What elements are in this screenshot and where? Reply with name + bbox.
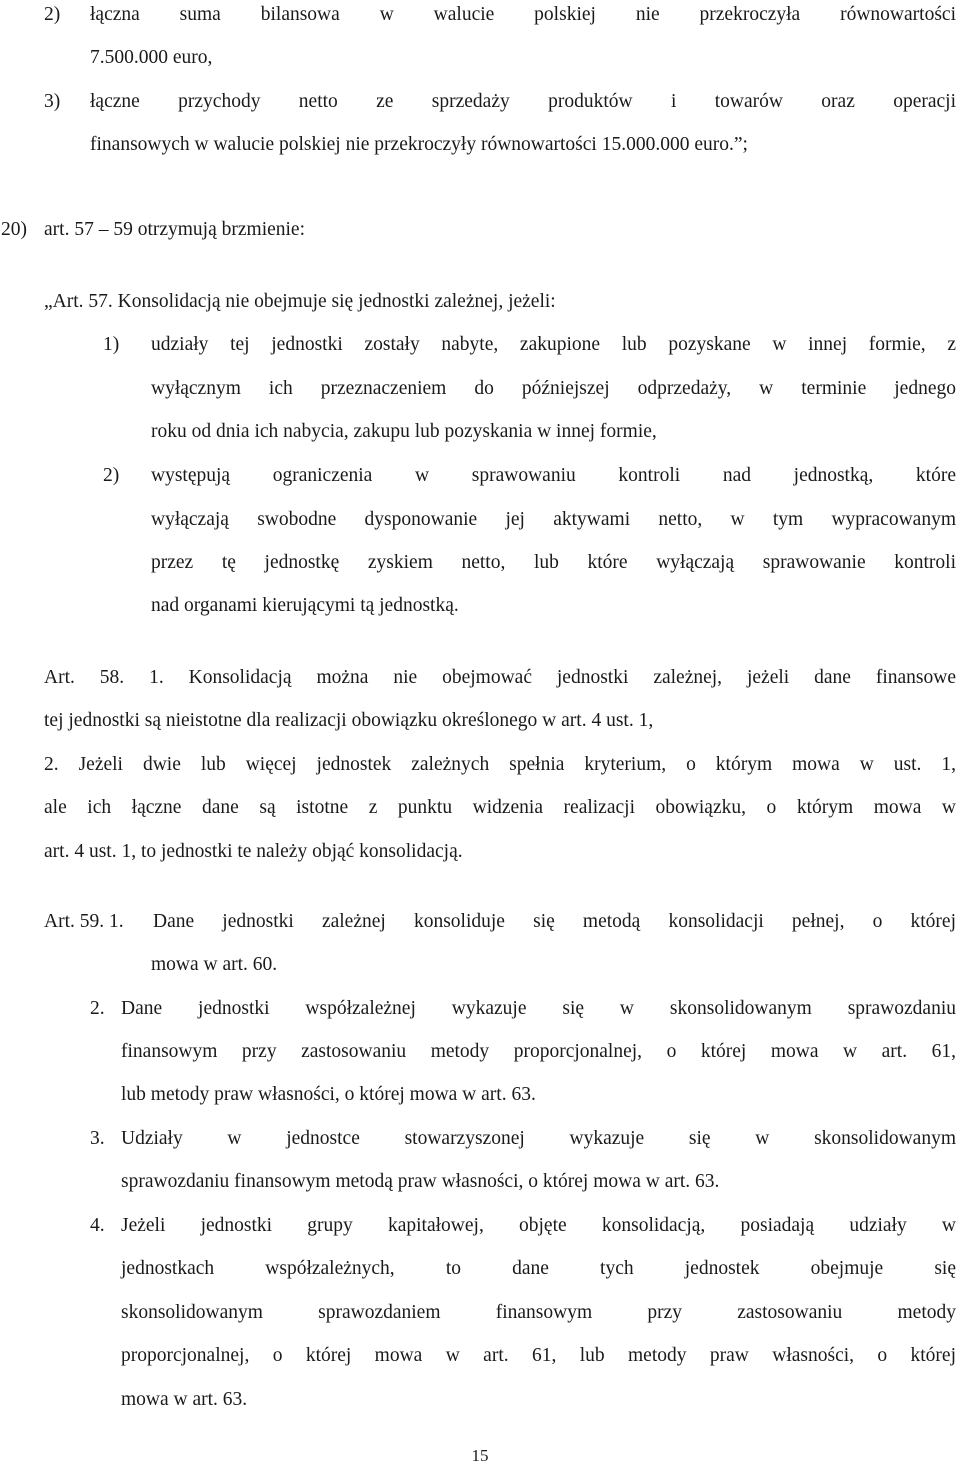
text-line: Jeżeli jednostki grupy kapitałowej, objęte konsolidacją, posiadają udziały w [121,1215,956,1236]
text-line: jednostkach współzależnych, to dane tych jednostek obejmuje się [121,1258,956,1279]
text-line: finansowym przy zastosowaniu metody proporcjonalnej, o której mowa w art. 61, [121,1041,956,1062]
list-number: 3. [90,1128,105,1149]
text-line: art. 4 ust. 1, to jednostki te należy objąć konsolidacją. [44,841,463,862]
list-number: 2) [103,465,120,486]
list-number: 1) [103,334,120,355]
text-line: 7.500.000 euro, [90,47,213,68]
text-line: finansowych w walucie polskiej nie przekroczyły równowartości 15.000.000 euro.”; [90,134,748,155]
text-line: mowa w art. 63. [121,1389,248,1410]
text-line: roku od dnia ich nabycia, zakupu lub pozyskania w innej formie, [151,421,657,442]
article-heading: Art. 59. 1. [44,911,124,932]
text-line: występują ograniczenia w sprawowaniu kontroli nad jednostką, które [151,465,956,486]
text-line: wyłączają swobodne dysponowanie jej aktywami netto, w tym wypracowanym [151,509,956,530]
text-line: mowa w art. 60. [151,954,278,975]
page-number: 15 [471,1446,489,1465]
text-line: wyłącznym ich przeznaczeniem do późniejszej odprzedaży, w terminie jednego [151,378,956,399]
list-number: 2. [90,998,105,1019]
text-line: art. 57 – 59 otrzymują brzmienie: [44,219,306,240]
text-line: łączna suma bilansowa w walucie polskiej nie przekroczyła równowartości [90,4,956,25]
text-line: Dane jednostki zależnej konsoliduje się metodą konsolidacji pełnej, o której [153,911,956,932]
text-line: lub metody praw własności, o której mowa w art. 63. [121,1084,536,1105]
text-line: nad organami kierującymi tą jednostką. [151,595,459,616]
article-heading: „Art. 57. Konsolidacją nie obejmuje się jednostki zależnej, jeżeli: [44,291,556,312]
list-number: 2) [44,4,61,25]
text-line: skonsolidowanym sprawozdaniem finansowym przy zastosowaniu metody [121,1302,956,1323]
text-line: przez tę jednostkę zyskiem netto, lub które wyłączają sprawowanie kontroli [151,552,956,573]
text-line: sprawozdaniu finansowym metodą praw własności, o której mowa w art. 63. [121,1171,720,1192]
text-line: tej jednostki są nieistotne dla realizacji obowiązku określonego w art. 4 ust. 1, [44,710,654,731]
list-number: 4. [90,1215,105,1236]
text-line: ale ich łączne dane są istotne z punktu widzenia realizacji obowiązku, o którym mowa w [44,797,956,818]
text-line: Udziały w jednostce stowarzyszonej wykazuje się w skonsolidowanym [121,1128,956,1149]
list-number: 20) [1,219,27,240]
text-line: proporcjonalnej, o której mowa w art. 61, lub metody praw własności, o której [121,1345,956,1366]
list-number: 3) [44,91,61,112]
text-line: udziały tej jednostki zostały nabyte, zakupione lub pozyskane w innej formie, z [151,334,956,355]
text-line: 2. Jeżeli dwie lub więcej jednostek zależnych spełnia kryterium, o którym mowa w ust. 1, [44,754,956,775]
article-heading: Art. 58. 1. Konsolidacją można nie obejmować jednostki zależnej, jeżeli dane finansowe [44,667,956,688]
text-line: łączne przychody netto ze sprzedaży produktów i towarów oraz operacji [90,91,956,112]
text-line: Dane jednostki współzależnej wykazuje się w skonsolidowanym sprawozdaniu [121,998,956,1019]
